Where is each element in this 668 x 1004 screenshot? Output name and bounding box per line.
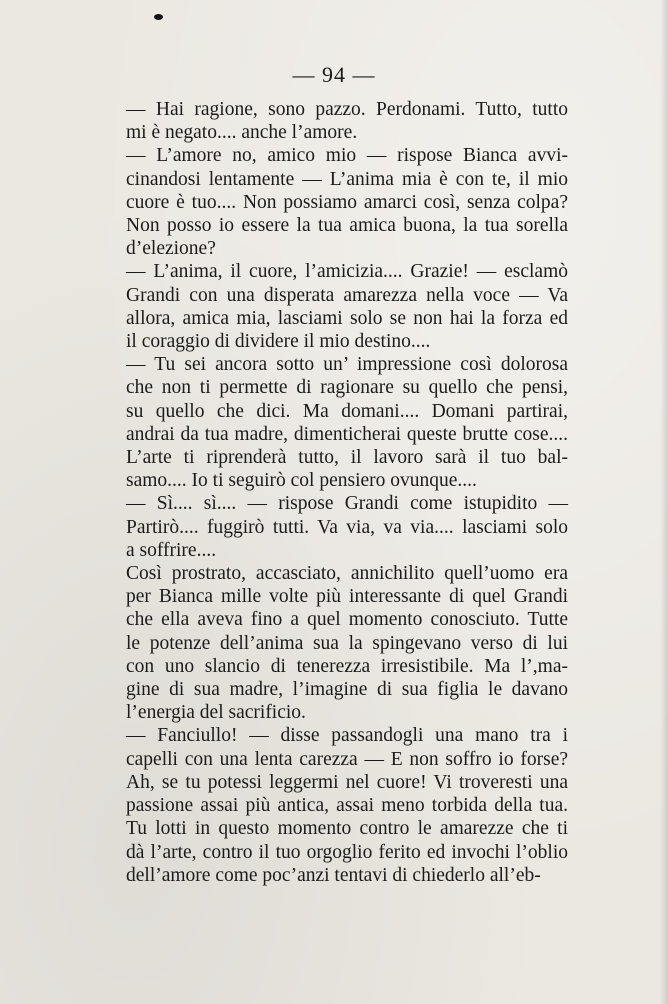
paragraph [104, 492, 568, 562]
paragraph [104, 260, 568, 353]
text-line: mi è negato.... anche l’amore. [126, 122, 358, 144]
paragraph [104, 562, 568, 724]
text-line: a soffrire.... [126, 539, 217, 561]
text-line: Non posso io essere la tua amica buona, la tua sorella [126, 215, 568, 237]
text-line: per Bianca mille volte più interessante di quel Grandi [126, 586, 568, 608]
text-line: — Tu sei ancora sotto un’ impressione così dolorosa [126, 354, 568, 376]
text-line: gine di sua madre, l’imagine di sua figlia le davano [126, 679, 568, 701]
text-line: con uno slancio di tenerezza irresistibile. Ma l’,ma- [126, 655, 568, 677]
text-line: Partirò.... fuggirò tutti. Va via, va via.... lasciami solo [126, 516, 568, 538]
text-line: cinandosi lentamente — L’anima mia è con te, il mio [126, 168, 568, 190]
text-line: L’arte ti riprenderà tutto, il lavoro sarà il tuo bal- [126, 447, 568, 469]
ink-speck [154, 14, 163, 20]
text-line: l’energia del sacrificio. [126, 702, 306, 724]
text-line: le potenze dell’anima sua la spingevano verso di lui [126, 632, 568, 654]
text-line: — Fanciullo! — disse passandogli una mano tra i [126, 725, 568, 747]
text-line: allora, amica mia, lasciami solo se non hai la forza ed [126, 307, 568, 329]
text-line: che non ti permette di ragionare su quello che pensi, [126, 377, 568, 399]
paragraph [104, 144, 568, 260]
text-line: capelli con una lenta carezza — E non soffro io forse? [126, 748, 568, 770]
text-line: — L’anima, il cuore, l’amicizia.... Grazie! — esclamò [126, 261, 568, 283]
text-line: Così prostrato, accasciato, annichilito quell’uomo era [126, 563, 568, 585]
text-line: samo.... Io ti seguirò col pensiero ovunque.... [126, 470, 477, 492]
paragraph [104, 724, 568, 886]
text-line: dà l’arte, contro il tuo orgoglio ferito ed invochi l’oblio [126, 841, 568, 863]
text-line: Grandi con una disperata amarezza nella voce — Va [126, 284, 568, 306]
text-line: Tu lotti in questo momento contro le amarezze che ti [126, 818, 568, 840]
text-line: andrai da tua madre, dimenticherai queste brutte cose.... [126, 423, 568, 445]
text-line: — Hai ragione, sono pazzo. Perdonami. Tutto, tutto [126, 99, 568, 120]
page-edge-shadow [660, 0, 668, 1004]
text-line: — L’amore no, amico mio — rispose Bianca avvi- [126, 145, 568, 167]
text-line: su quello che dici. Ma domani.... Domani partirai, [126, 400, 568, 422]
text-line: che ella aveva fino a quel momento conosciuto. Tutte [126, 609, 568, 631]
text-line: il coraggio di dividere il mio destino.... [126, 331, 431, 353]
text-line: cuore è tuo.... Non possiamo amarci così, senza colpa? [126, 191, 568, 213]
page-text [104, 98, 568, 887]
text-line: Ah, se tu potessi leggermi nel cuore! Vi troveresti una [126, 771, 568, 793]
paragraph [104, 353, 568, 492]
text-line: passione assai più antica, assai meno torbida della tua. [126, 795, 568, 817]
text-line: dell’amore come poc’anzi tentavi di chiederlo all’eb- [126, 864, 541, 886]
text-line: — Sì.... sì.... — rispose Grandi come istupidito — [126, 493, 568, 515]
text-line: d’elezione? [126, 238, 216, 260]
paragraph [104, 98, 568, 144]
page-number: — 94 — [292, 62, 376, 87]
